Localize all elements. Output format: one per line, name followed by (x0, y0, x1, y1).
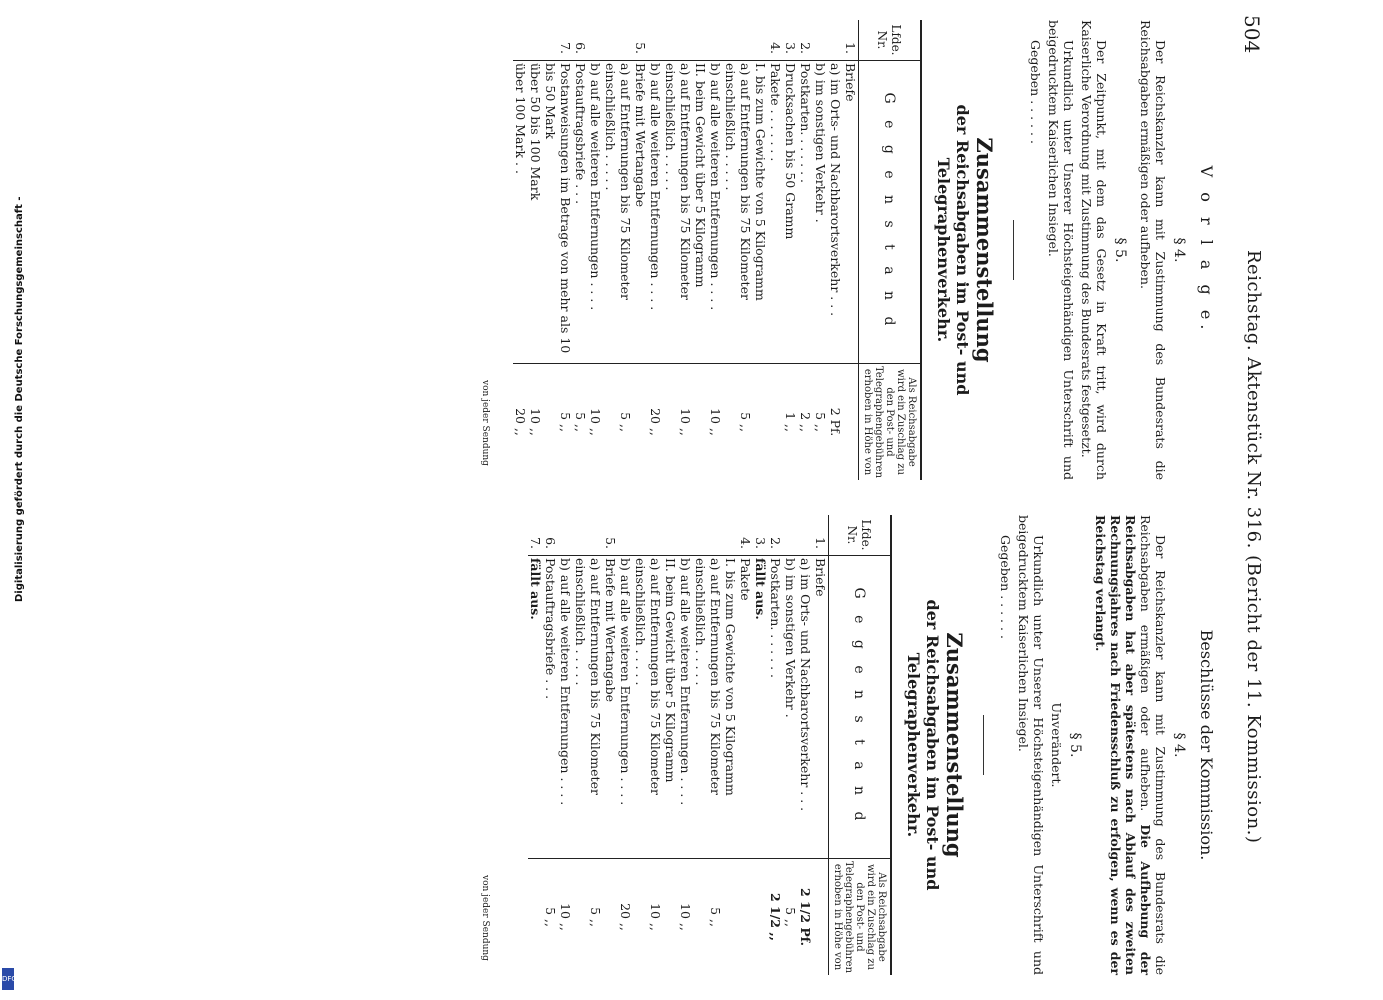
row-amount (738, 859, 753, 976)
row-subject: I. bis zum Gewichte von 5 Kilogramm (753, 61, 768, 364)
side-note-right: von jeder Sendung (480, 875, 490, 961)
row-number (678, 515, 693, 556)
section-5-text: Unverändert. (1049, 702, 1064, 788)
row-number (648, 20, 663, 61)
table-row (783, 515, 798, 975)
table-row (768, 20, 783, 480)
row-subject: b) auf alle weiteren Entfernungen . . . . (618, 556, 633, 859)
row-number: 1. (813, 537, 828, 549)
header-amount: Als Reichsabgabe wird ein Zuschlag zu den Post- und Telegraphengebühren erhoben in Höhe von (829, 859, 892, 976)
row-number: 7. (558, 42, 573, 54)
table-row (528, 515, 543, 975)
row-amount: 2 Pf. (828, 407, 843, 437)
row-amount: 1 ,, (783, 412, 798, 432)
dfg-logo: DFG (2, 968, 14, 990)
table-row (753, 20, 768, 480)
rotated-document-page (55, 0, 1270, 1000)
column-heading-vorlage: V o r l a g e. (1197, 165, 1216, 335)
dfg-credit-strip (0, 0, 25, 1000)
row-subject: Briefe mit Wertangabe (633, 61, 648, 364)
row-subject: II. beim Gewicht über 5 Kilogramm (663, 556, 678, 859)
row-amount (663, 859, 678, 976)
row-subject: fällt aus. (528, 556, 543, 859)
side-note-left: von jeder Sendung (480, 380, 490, 466)
row-subject: a) auf Entfernungen bis 75 Kilometer einschließlich . . . . . (603, 61, 633, 364)
table-row (633, 20, 648, 480)
table-subtitle: der Reichsabgaben im Post- und Telegraphenverkehr. (934, 104, 972, 396)
row-amount: 10 ,, (558, 903, 573, 931)
row-amount: 10 ,, (528, 408, 543, 436)
row-subject: Briefe (843, 61, 859, 364)
table-row (798, 515, 813, 975)
row-number: 6. (573, 42, 588, 54)
header-nr: Lfde. Nr. (859, 20, 922, 61)
row-number: 1. (843, 42, 858, 54)
row-number: 4. (768, 42, 783, 54)
row-amount: 5 ,, (708, 907, 723, 927)
row-amount (633, 364, 648, 481)
row-subject: b) im sonstigen Verkehr . (783, 556, 798, 859)
row-amount (693, 364, 708, 481)
row-subject: Postkarten. . . . . . . (798, 61, 813, 364)
section-4-text: Der Reichskanzler kann mit Zustimmung des Bundesrats die Reichsabgaben ermäßigen oder aufheben. (1138, 20, 1168, 480)
row-subject: a) auf Entfernungen bis 75 Kilometer einschließlich . . . . . (663, 61, 693, 364)
row-subject: a) auf Entfernungen bis 75 Kilometer einschließlich . . . . . (693, 556, 723, 859)
table-row (708, 20, 723, 480)
section-5-text: Der Zeitpunkt, mit dem das Gesetz in Kraft tritt, wird durch Kaiserliche Verordnung mit Zustimmung des Bundesrats festgesetzt. (1079, 20, 1109, 480)
table-row (633, 515, 663, 975)
row-number (558, 515, 573, 556)
row-amount: 5 ,, (588, 907, 603, 927)
row-number: 2. (768, 537, 783, 549)
row-number: 4. (738, 537, 753, 549)
table-title: Zusammenstellung (942, 632, 967, 858)
row-number (633, 515, 663, 556)
row-amount: 10 ,, (648, 903, 663, 931)
table-row (738, 515, 753, 975)
row-number: 5. (633, 42, 648, 54)
table-row (723, 20, 753, 480)
row-amount: 20 ,, (618, 903, 633, 931)
row-amount (843, 364, 859, 481)
table-row (558, 515, 573, 975)
table-row (768, 515, 783, 975)
row-subject: II. beim Gewicht über 5 Kilogramm (693, 61, 708, 364)
row-subject: b) auf alle weiteren Entfernungen . . . . (588, 61, 603, 364)
table-row (813, 20, 828, 480)
row-number (708, 20, 723, 61)
table-row (513, 20, 528, 480)
table-row (603, 515, 618, 975)
table-row (828, 20, 843, 480)
row-subject: a) im Orts- und Nachbarortsverkehr . . . (798, 556, 813, 859)
section-4-text-bold: Die Aufhebung der Reichsabgaben hat aber spätestens nach Ablauf des zweiten Rechnungsjahres nach Friedensschluß zu erfolgen, wenn es der Reichstag verlangt. (1093, 515, 1153, 975)
table-row (663, 20, 693, 480)
row-amount: 5 ,, (543, 907, 558, 927)
header-subject: G e g e n s t a n d (859, 61, 922, 364)
column-heading-beschluesse: Beschlüsse der Kommission. (1197, 629, 1216, 861)
row-amount: 2 ,, (798, 412, 813, 432)
row-subject: b) auf alle weiteren Entfernungen . . . . (678, 556, 693, 859)
table-row (528, 20, 543, 480)
row-subject: b) auf alle weiteren Entfernungen . . . . (708, 61, 723, 364)
table-title: Zusammenstellung (972, 137, 997, 363)
header-subject: G e g e n s t a n d (829, 556, 892, 859)
row-number (828, 20, 843, 61)
row-subject: Postauftragsbriefe . . . (573, 61, 588, 364)
table-row (543, 20, 573, 480)
row-number (753, 20, 768, 61)
row-number (783, 515, 798, 556)
table-row (618, 515, 633, 975)
table-row (723, 515, 738, 975)
row-subject: a) auf Entfernungen bis 75 Kilometer einschließlich . . . . . (633, 556, 663, 859)
table-row (753, 515, 768, 975)
row-amount: 5 ,, (783, 907, 798, 927)
row-number: 2. (798, 42, 813, 54)
fee-table-beschluesse (528, 515, 892, 975)
row-subject: b) auf alle weiteren Entfernungen . . . . (558, 556, 573, 859)
row-amount (813, 859, 829, 976)
row-number: 3. (783, 42, 798, 54)
row-number (813, 20, 828, 61)
row-number (513, 20, 528, 61)
table-row (648, 20, 663, 480)
row-number (663, 515, 678, 556)
header-amount: Als Reichsabgabe wird ein Zuschlag zu den Post- und Telegraphengebühren erhoben in Höhe von (859, 364, 922, 481)
row-number (588, 20, 603, 61)
row-subject: b) auf alle weiteren Entfernungen . . . . (648, 61, 663, 364)
fee-table-vorlage (513, 20, 922, 480)
row-amount (753, 364, 768, 481)
closing-formula: Urkundlich unter Unserer Höchsteigenhändigen Unterschrift und beigedrucktem Kaiserlichen Insiegel. (1046, 20, 1076, 480)
row-amount: 10 ,, (678, 408, 693, 436)
row-amount: 5 ,, (738, 412, 753, 432)
row-subject: a) im Orts- und Nachbarortsverkehr . . . (828, 61, 843, 364)
table-row (783, 20, 798, 480)
row-subject: Briefe mit Wertangabe (603, 556, 618, 859)
row-subject: Briefe (813, 556, 829, 859)
row-number (573, 515, 603, 556)
table-row (843, 20, 859, 480)
row-subject: Postauftragsbriefe . . . (543, 556, 558, 859)
page-number: 504 (1240, 15, 1264, 54)
section-4-text (1093, 515, 1168, 975)
row-number (798, 515, 813, 556)
row-subject: fällt aus. (753, 556, 768, 859)
row-amount (528, 859, 543, 976)
header-nr: Lfde. Nr. (829, 515, 892, 556)
row-number: 5. (603, 537, 618, 549)
row-amount (603, 859, 618, 976)
row-number (693, 515, 723, 556)
row-number (618, 515, 633, 556)
row-subject: Pakete . . . . . . . (768, 61, 783, 364)
row-amount: 5 ,, (618, 412, 633, 432)
row-subject: b) im sonstigen Verkehr . (813, 61, 828, 364)
section-4-title: § 4. (1171, 732, 1187, 758)
row-amount: 2 1/2 Pf. (798, 887, 813, 947)
column-beschluesse (62, 515, 1222, 975)
row-subject: über 50 bis 100 Mark (528, 61, 543, 364)
table-subtitle: der Reichsabgaben im Post- und Telegraphenverkehr. (904, 599, 942, 891)
table-row (543, 515, 558, 975)
row-subject: a) auf Entfernungen bis 75 Kilometer einschließlich . . . . . (723, 61, 753, 364)
row-amount: 20 ,, (648, 408, 663, 436)
closing-formula: Urkundlich unter Unserer Höchsteigenhändigen Unterschrift und beigedrucktem Kaiserlichen Insiegel. (1016, 515, 1046, 975)
row-subject: Pakete (738, 556, 753, 859)
section-5-title: § 5. (1112, 237, 1128, 263)
row-number (693, 20, 708, 61)
dfg-credit-text: Digitalisierung gefördert durch die Deutsche Forschungsgemeinschaft - (14, 196, 25, 602)
row-subject: Postanweisungen im Betrage von mehr als 10 bis 50 Mark (543, 61, 573, 364)
page-header (1230, 0, 1270, 1000)
table-row (573, 515, 603, 975)
table-row (813, 515, 829, 975)
given-line: Gegeben . . . . . . (998, 535, 1013, 639)
table-row (678, 515, 693, 975)
row-number: 6. (543, 537, 558, 549)
row-amount: 10 ,, (708, 408, 723, 436)
row-subject: a) auf Entfernungen bis 75 Kilometer einschließlich . . . . . (573, 556, 603, 859)
section-4-title: § 4. (1171, 237, 1187, 263)
table-row (663, 515, 678, 975)
row-amount: 5 ,, (813, 412, 828, 432)
row-amount: 2 1/2 ,, (768, 892, 783, 942)
section-5-title: § 5. (1067, 732, 1083, 758)
given-line: Gegeben . . . . . . (1028, 40, 1043, 144)
row-amount: 5 ,, (558, 412, 573, 432)
table-row (798, 20, 813, 480)
row-amount: 20 ,, (513, 408, 528, 436)
row-amount (753, 859, 768, 976)
table-row (693, 515, 723, 975)
row-number (663, 20, 693, 61)
divider (983, 715, 984, 775)
table-row (573, 20, 588, 480)
row-number (528, 20, 543, 61)
row-number (723, 20, 753, 61)
header-text: Reichstag. Aktenstück Nr. 316. (Bericht der 11. Kommission.) (1243, 250, 1264, 844)
row-amount: 5 ,, (573, 412, 588, 432)
row-subject: über 100 Mark . . (513, 61, 528, 364)
table-row (588, 20, 603, 480)
row-amount: 10 ,, (678, 903, 693, 931)
row-number: 7. (528, 537, 543, 549)
row-amount: 10 ,, (588, 408, 603, 436)
row-number (603, 20, 633, 61)
row-subject: Drucksachen bis 50 Gramm (783, 61, 798, 364)
row-amount (768, 364, 783, 481)
section-4-text-plain: Der Reichskanzler kann mit Zustimmung des Bundesrats die Reichsabgaben ermäßigen oder aufheben. (1138, 515, 1168, 975)
table-row (693, 20, 708, 480)
row-subject: Postkarten. . . . . . . (768, 556, 783, 859)
divider (1013, 220, 1014, 280)
row-subject: I. bis zum Gewichte von 5 Kilogramm (723, 556, 738, 859)
column-vorlage (62, 20, 1222, 480)
row-number (723, 515, 738, 556)
table-row (603, 20, 633, 480)
row-amount (723, 859, 738, 976)
row-number: 3. (753, 537, 768, 549)
